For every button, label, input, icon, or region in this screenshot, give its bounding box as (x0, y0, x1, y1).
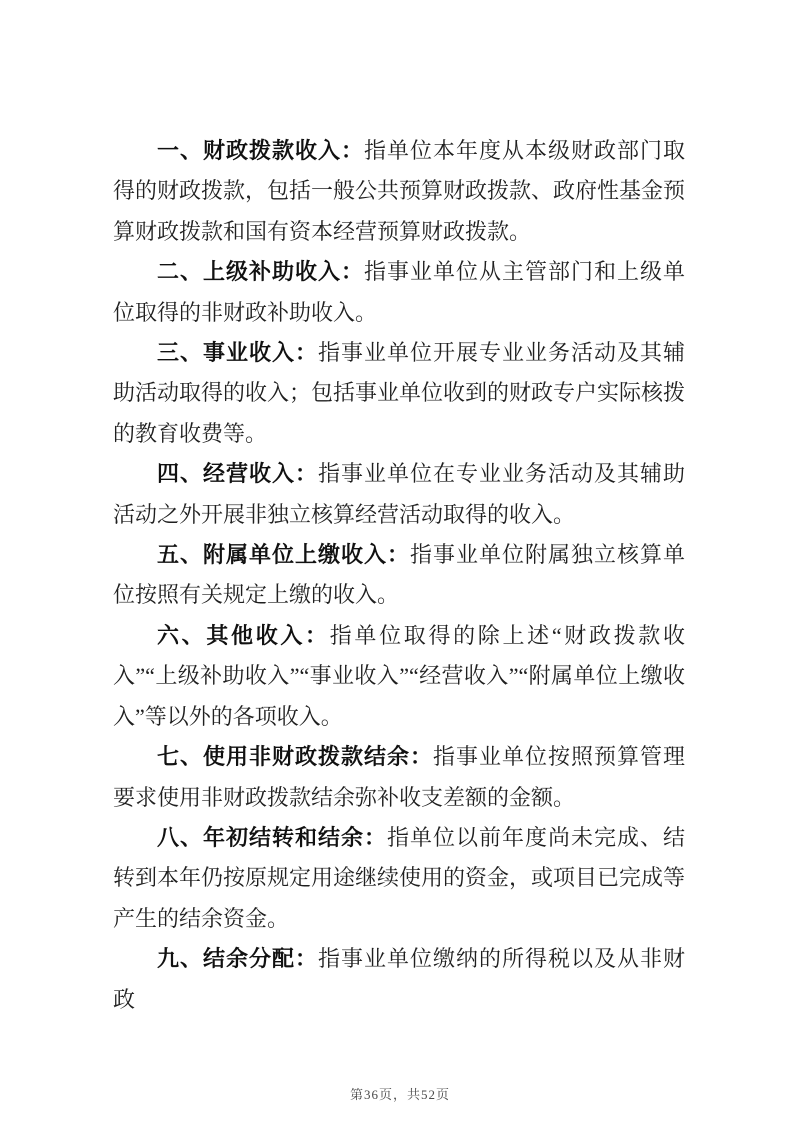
paragraph-7-text: 指事业单位按照预算管理要求使用非财政拨款结余弥补收支差额的金额。 (113, 744, 685, 810)
paragraph-2-heading: 二、上级补助收入： (157, 259, 364, 285)
paragraph-4 (113, 454, 685, 535)
paragraph-9-heading: 九、结余分配： (157, 946, 318, 972)
paragraph-9-text: 指事业单位缴纳的所得税以及从非财政 (113, 946, 685, 1012)
paragraph-5-heading: 五、附属单位上缴收入： (157, 542, 410, 568)
paragraph-3 (113, 333, 685, 454)
paragraph-4-heading: 四、经营收入： (157, 461, 318, 487)
document-body (113, 131, 685, 1020)
paragraph-6 (113, 616, 685, 737)
paragraph-2-text: 指事业单位从主管部门和上级单位取得的非财政补助收入。 (113, 259, 685, 325)
paragraph-7-heading: 七、使用非财政拨款结余： (157, 744, 433, 770)
paragraph-5-text: 指事业单位附属独立核算单位按照有关规定上缴的收入。 (113, 542, 685, 608)
paragraph-1-text: 指单位本年度从本级财政部门取得的财政拨款，包括一般公共预算财政拨款、政府性基金预算财政拨款和国有资本经营预算财政拨款。 (113, 138, 686, 244)
paragraph-6-text: 指单位取得的除上述“财政拨款收入”“上级补助收入”“事业收入”“经营收入”“附属单位上缴收入”等以外的各项收入。 (113, 622, 685, 729)
paragraph-3-text: 指事业单位开展专业业务活动及其辅助活动取得的收入；包括事业单位收到的财政专户实际核拨的教育收费等。 (113, 340, 686, 446)
paragraph-1-heading: 一、财政拨款收入： (157, 138, 364, 163)
page-number-footer: 第36页，共52页 (349, 1087, 450, 1102)
paragraph-6-heading: 六、其他收入： (157, 622, 330, 648)
paragraph-8 (113, 818, 685, 939)
paragraph-8-heading: 八、年初结转和结余： (157, 824, 387, 850)
paragraph-8-text: 指单位以前年度尚未完成、结转到本年仍按原规定用途继续使用的资金，或项目已完成等产生的结余资金。 (113, 824, 686, 931)
paragraph-5 (113, 535, 685, 616)
paragraph-9 (113, 939, 685, 1020)
paragraph-7 (113, 737, 685, 818)
paragraph-3-heading: 三、事业收入： (157, 340, 318, 366)
paragraph-2 (113, 252, 685, 333)
paragraph-1 (113, 131, 685, 252)
paragraph-4-text: 指事业单位在专业业务活动及其辅助活动之外开展非独立核算经营活动取得的收入。 (113, 461, 685, 527)
